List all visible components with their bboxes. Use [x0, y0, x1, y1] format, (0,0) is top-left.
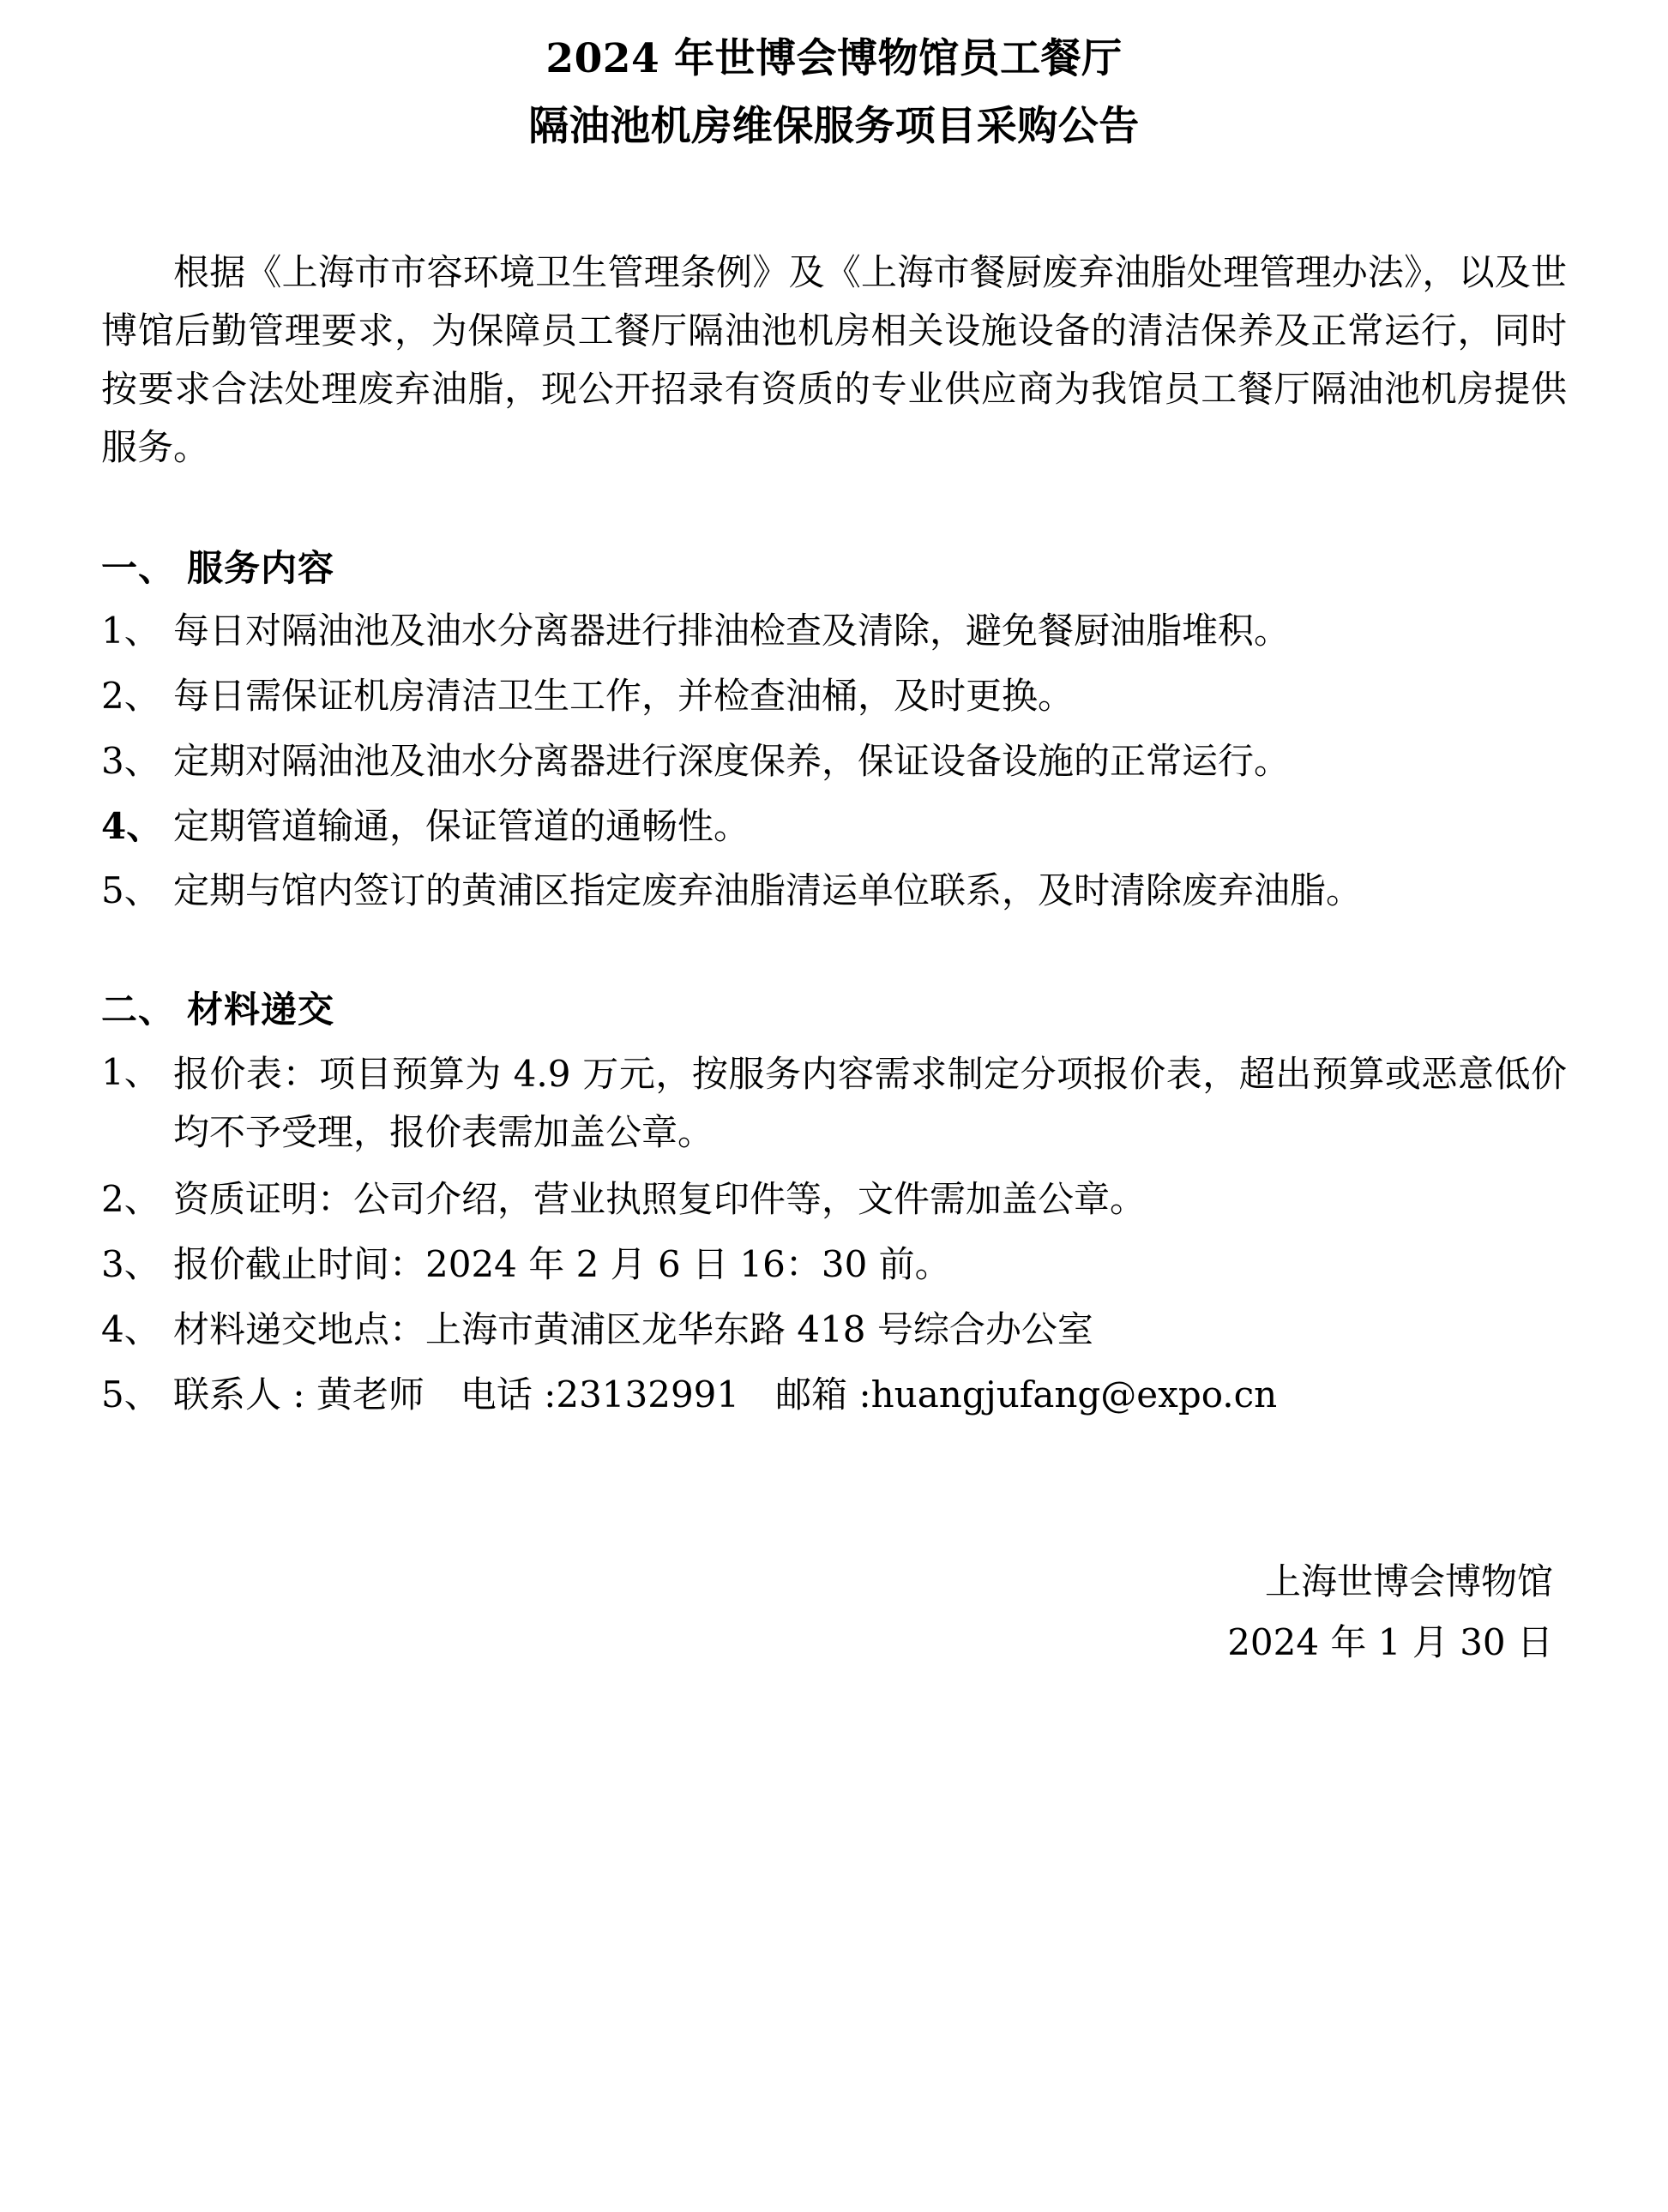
list-marker: 4、: [101, 804, 163, 847]
list-item: [101, 1237, 1567, 1292]
list-text: 资质证明：公司介绍，营业执照复印件等，文件需加盖公章。: [173, 1178, 1147, 1221]
list-text: 材料递交地点：上海市黄浦区龙华东路 418 号综合办公室: [173, 1307, 1093, 1350]
list-text: 报价表：项目预算为 4.9 万元，按服务内容需求制定分项报价表，超出预算或恶意低价均不予受理，报价表需加盖公章。: [173, 1053, 1567, 1154]
list-marker: 5、: [101, 1373, 160, 1416]
list-text: 定期管道输通，保证管道的通畅性。: [173, 804, 750, 847]
list-item: [101, 669, 1567, 724]
list-item: [101, 604, 1567, 658]
section-title-1: 服务内容: [187, 547, 335, 590]
list-marker: 4、: [101, 1307, 160, 1350]
list-marker: 5、: [101, 869, 160, 912]
list-marker: 3、: [101, 1243, 160, 1286]
section-heading-material-submission: [101, 982, 1567, 1033]
list-text: 定期对隔油池及油水分离器进行深度保养，保证设备设施的正常运行。: [173, 739, 1291, 782]
list-marker: 1、: [101, 1051, 160, 1094]
title-line-1: 2024 年世博会博物馆员工餐厅: [545, 35, 1123, 82]
list-item: [101, 799, 1567, 854]
title-line-2: 隔油池机房维保服务项目采购公告: [528, 102, 1140, 150]
page-title: [101, 26, 1567, 161]
list-text: 每日对隔油池及油水分离器进行排油检查及清除，避免餐厨油脂堆积。: [173, 610, 1291, 652]
section-number-2: 二、: [101, 989, 176, 1031]
list-item: [101, 734, 1567, 789]
list-text: 每日需保证机房清洁卫生工作，并检查油桶，及时更换。: [173, 674, 1075, 717]
intro-paragraph: 根据《上海市市容环境卫生管理条例》及《上海市餐厨废弃油脂处理管理办法》，以及世博馆后勤管理要求，为保障员工餐厅隔油池机房相关设施设备的清洁保养及正常运行，同时按要求合法处理废弃油脂，现公开招录有资质的专业供应商为我馆员工餐厅隔油池机房提供服务。: [101, 250, 1567, 468]
signature-date: 2024 年 1 月 30 日: [1227, 1620, 1553, 1663]
list-item: [101, 1367, 1567, 1422]
list-text: 定期与馆内签订的黄浦区指定废弃油脂清运单位联系，及时清除废弃油脂。: [173, 869, 1363, 912]
list-item: [101, 1045, 1567, 1162]
material-submission-list: [101, 1045, 1567, 1422]
list-marker: 2、: [101, 1178, 160, 1221]
list-text-contact: 联系人 : 黄老师 电话 :23132991 邮箱 :huangjufang@expo.cn: [173, 1373, 1278, 1416]
section-number-1: 一、: [101, 547, 176, 590]
list-item: [101, 1172, 1567, 1227]
section-title-2: 材料递交: [187, 989, 335, 1031]
section-heading-service-content: [101, 540, 1567, 592]
list-item: [101, 1302, 1567, 1357]
list-marker: 1、: [101, 610, 160, 652]
service-content-list: [101, 604, 1567, 918]
list-item: [101, 863, 1567, 918]
signature-block: [101, 1551, 1567, 1674]
list-marker: 3、: [101, 739, 160, 782]
list-marker: 2、: [101, 674, 160, 717]
list-text: 报价截止时间：2024 年 2 月 6 日 16：30 前。: [173, 1243, 951, 1286]
signature-organization: 上海世博会博物馆: [1264, 1560, 1553, 1602]
